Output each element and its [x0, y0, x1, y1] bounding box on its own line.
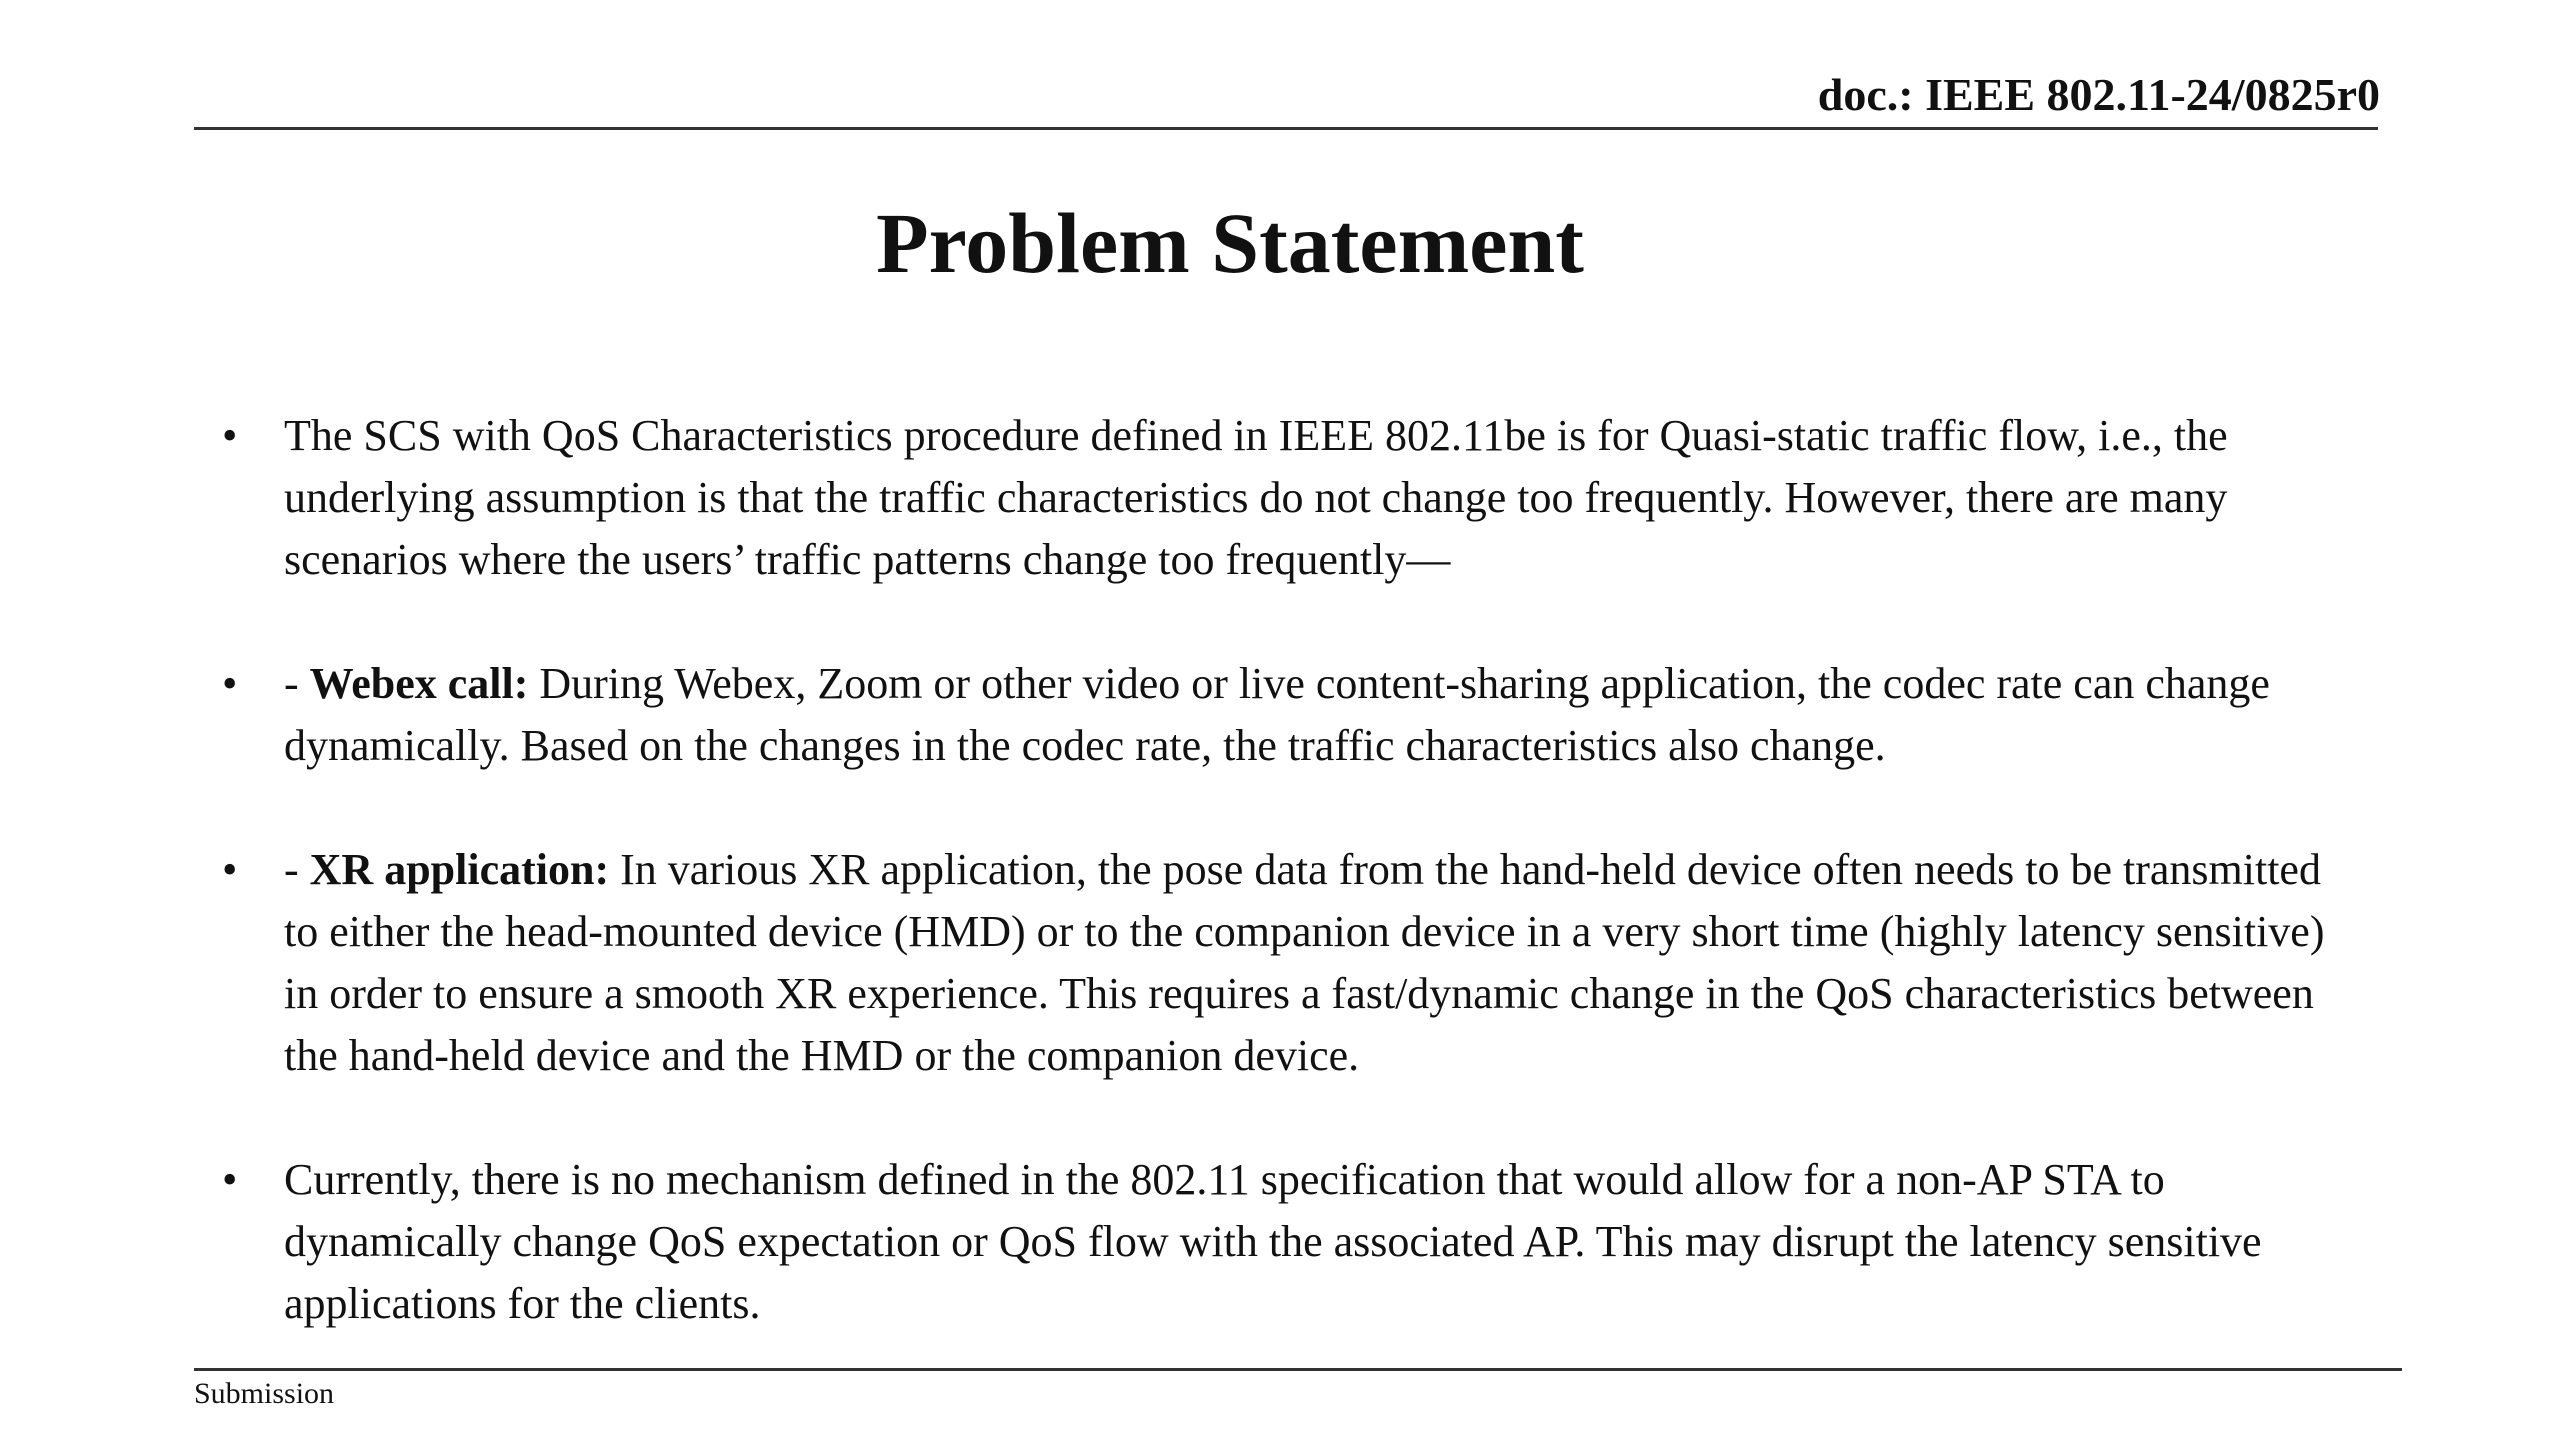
slide-title: Problem Statement: [876, 195, 1584, 291]
bullet-prefix: -: [284, 659, 310, 708]
bullet-text: In various XR application, the pose data from the hand-held device often needs to be transmitted to either the head-mounted device (HMD) or to the companion device in a very short time (highly latency sensitive) in order to ensure a smooth XR experience. This requires a fast/dynamic change in the QoS characteristics between the hand-held device and the HMD or the companion device.: [284, 845, 2325, 1080]
footer-divider: [194, 1368, 2402, 1371]
bullet-text: Currently, there is no mechanism defined in the 802.11 specification that would allow for a non-AP STA to dynamically change QoS expectation or QoS flow with the associated AP. This may disrupt the latency sensitive applications for the clients.: [284, 1155, 2262, 1328]
bullet-icon: •: [222, 845, 238, 894]
header-divider: [194, 127, 2378, 130]
bullet-item-currently: [214, 1149, 2364, 1335]
bullet-lead: XR application:: [309, 845, 610, 894]
bullet-item-webex: [214, 653, 2364, 777]
bullet-text: During Webex, Zoom or other video or live content-sharing application, the codec rate can change dynamically. Based on the changes in the codec rate, the traffic characteristics also change.: [284, 659, 2270, 770]
bullet-text: The SCS with QoS Characteristics procedure defined in IEEE 802.11be is for Quasi-static traffic flow, i.e., the underlying assumption is that the traffic characteristics do not change too frequently. However, there are many scenarios where the users’ traffic patterns change too frequently—: [284, 411, 2228, 584]
bullet-lead: Webex call:: [309, 659, 529, 708]
bullet-icon: •: [222, 411, 238, 460]
document-id: doc.: IEEE 802.11-24/0825r0: [1817, 69, 2380, 120]
bullet-item-scs: [214, 405, 2364, 591]
footer-submission-label: Submission: [194, 1377, 335, 1410]
bullet-list: [214, 405, 2364, 1335]
bullet-icon: •: [222, 1155, 238, 1204]
bullet-item-xr: [214, 839, 2364, 1087]
bullet-icon: •: [222, 659, 238, 708]
bullet-prefix: -: [284, 845, 310, 894]
